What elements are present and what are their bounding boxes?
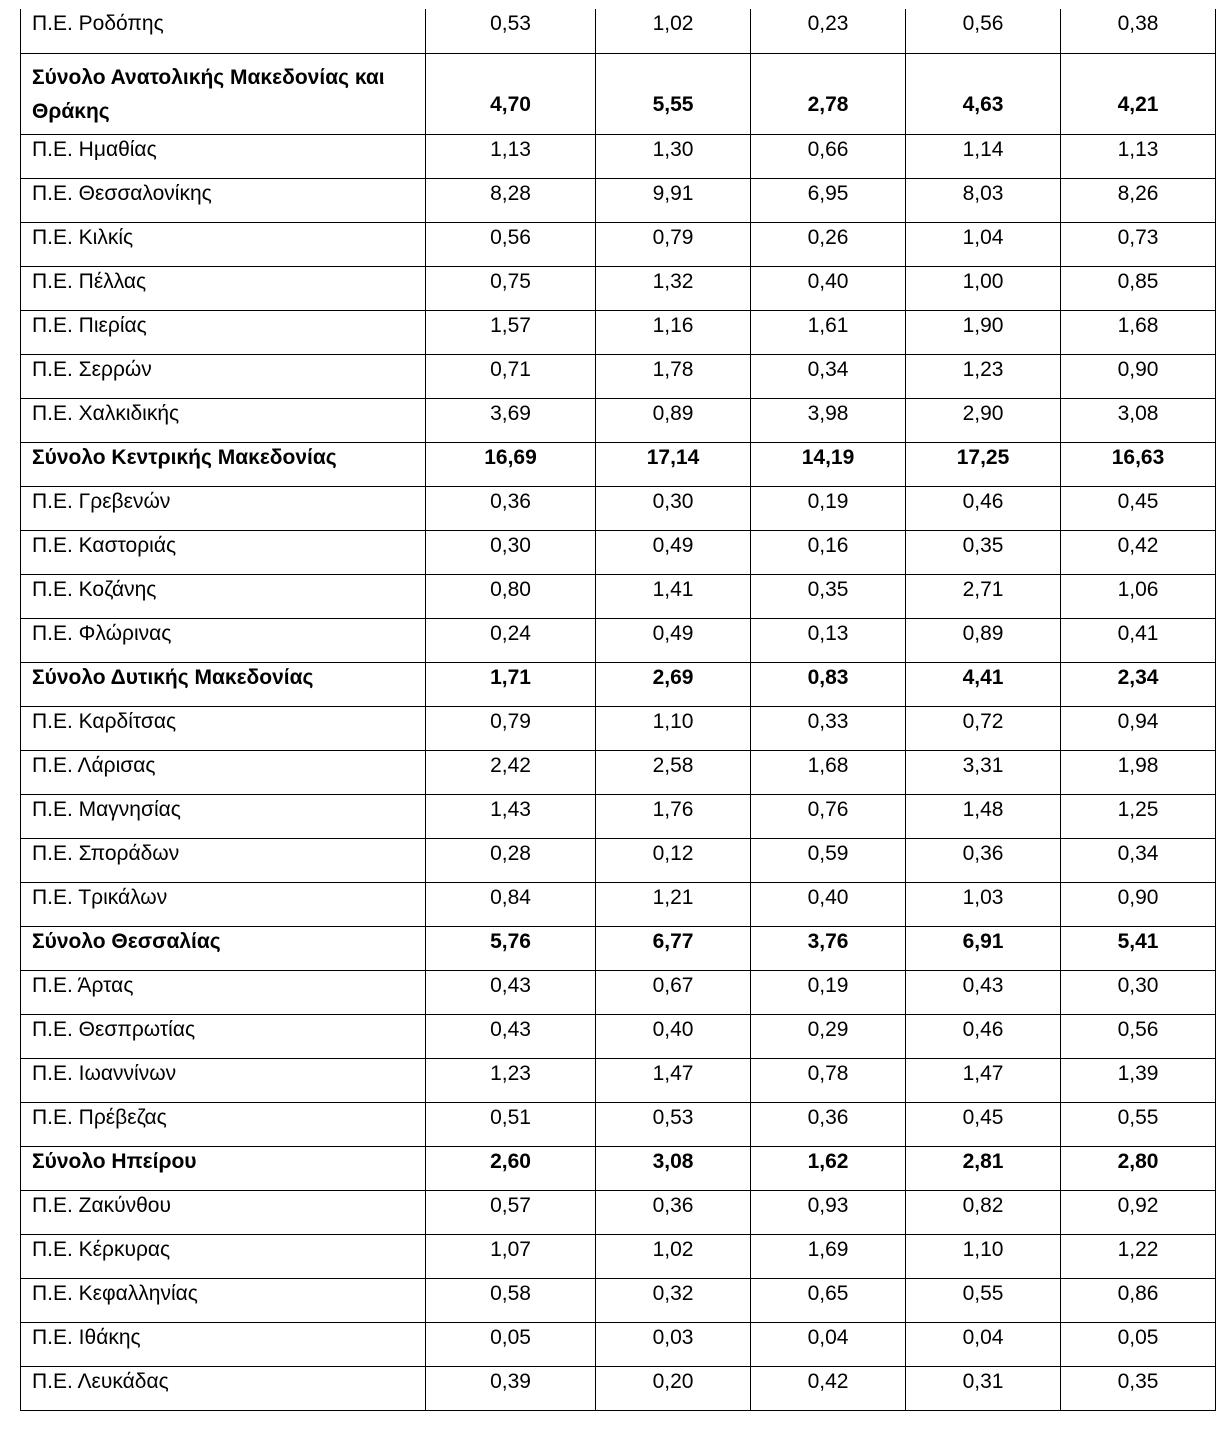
row-label: Π.Ε. Ιθάκης (21, 1322, 426, 1366)
value-cell-2: 1,02 (596, 9, 751, 53)
table-body (21, 9, 1216, 1410)
table-row (21, 530, 1216, 574)
value-cell-4: 0,45 (906, 1102, 1061, 1146)
value-cell-5: 1,98 (1061, 750, 1216, 794)
total-row (21, 926, 1216, 970)
value-cell-3: 0,35 (751, 574, 906, 618)
table-row (21, 706, 1216, 750)
value-cell-5: 0,42 (1061, 530, 1216, 574)
value-cell-1: 0,36 (426, 486, 596, 530)
value-cell-3: 3,98 (751, 398, 906, 442)
table-row (21, 486, 1216, 530)
row-label: Π.Ε. Κιλκίς (21, 222, 426, 266)
value-cell-2: 1,10 (596, 706, 751, 750)
row-label: Σύνολο Ηπείρου (21, 1146, 426, 1190)
value-cell-1: 0,28 (426, 838, 596, 882)
row-label: Π.Ε. Μαγνησίας (21, 794, 426, 838)
value-cell-4: 2,90 (906, 398, 1061, 442)
value-cell-4: 0,82 (906, 1190, 1061, 1234)
row-label: Π.Ε. Πρέβεζας (21, 1102, 426, 1146)
value-cell-2: 1,78 (596, 354, 751, 398)
row-label: Σύνολο Ανατολικής Μακεδονίας και Θράκης (21, 53, 426, 134)
value-cell-2: 0,03 (596, 1322, 751, 1366)
value-cell-1: 0,30 (426, 530, 596, 574)
value-cell-4: 3,31 (906, 750, 1061, 794)
row-label: Π.Ε. Σποράδων (21, 838, 426, 882)
row-label: Σύνολο Θεσσαλίας (21, 926, 426, 970)
value-cell-1: 1,57 (426, 310, 596, 354)
row-label: Π.Ε. Κεφαλληνίας (21, 1278, 426, 1322)
value-cell-5: 16,63 (1061, 442, 1216, 486)
value-cell-1: 0,39 (426, 1366, 596, 1410)
value-cell-2: 0,89 (596, 398, 751, 442)
row-label: Π.Ε. Καρδίτσας (21, 706, 426, 750)
value-cell-1: 1,23 (426, 1058, 596, 1102)
row-label: Π.Ε. Κέρκυρας (21, 1234, 426, 1278)
table-row (21, 574, 1216, 618)
value-cell-5: 0,90 (1061, 882, 1216, 926)
table-row (21, 266, 1216, 310)
table-row (21, 618, 1216, 662)
value-cell-4: 1,03 (906, 882, 1061, 926)
value-cell-4: 4,63 (906, 53, 1061, 134)
row-label: Π.Ε. Λευκάδας (21, 1366, 426, 1410)
value-cell-3: 0,59 (751, 838, 906, 882)
value-cell-4: 0,89 (906, 618, 1061, 662)
value-cell-2: 2,69 (596, 662, 751, 706)
value-cell-4: 8,03 (906, 178, 1061, 222)
value-cell-3: 0,26 (751, 222, 906, 266)
value-cell-2: 3,08 (596, 1146, 751, 1190)
value-cell-1: 0,43 (426, 970, 596, 1014)
row-label: Π.Ε. Φλώρινας (21, 618, 426, 662)
table-row (21, 970, 1216, 1014)
value-cell-1: 0,05 (426, 1322, 596, 1366)
value-cell-2: 1,16 (596, 310, 751, 354)
value-cell-1: 1,43 (426, 794, 596, 838)
table-row (21, 178, 1216, 222)
value-cell-5: 1,06 (1061, 574, 1216, 618)
value-cell-5: 0,35 (1061, 1366, 1216, 1410)
table-row (21, 354, 1216, 398)
total-row (21, 442, 1216, 486)
value-cell-5: 4,21 (1061, 53, 1216, 134)
value-cell-1: 5,76 (426, 926, 596, 970)
value-cell-3: 6,95 (751, 178, 906, 222)
value-cell-4: 0,36 (906, 838, 1061, 882)
value-cell-2: 1,76 (596, 794, 751, 838)
value-cell-4: 0,56 (906, 9, 1061, 53)
value-cell-4: 0,04 (906, 1322, 1061, 1366)
table-row (21, 1058, 1216, 1102)
total-row (21, 53, 1216, 134)
value-cell-1: 2,60 (426, 1146, 596, 1190)
value-cell-1: 0,24 (426, 618, 596, 662)
row-label: Σύνολο Κεντρικής Μακεδονίας (21, 442, 426, 486)
value-cell-4: 6,91 (906, 926, 1061, 970)
value-cell-3: 0,29 (751, 1014, 906, 1058)
table-row (21, 1190, 1216, 1234)
value-cell-5: 0,73 (1061, 222, 1216, 266)
value-cell-3: 0,76 (751, 794, 906, 838)
value-cell-3: 14,19 (751, 442, 906, 486)
value-cell-5: 0,41 (1061, 618, 1216, 662)
value-cell-2: 1,47 (596, 1058, 751, 1102)
table-row (21, 310, 1216, 354)
row-label: Π.Ε. Ιωαννίνων (21, 1058, 426, 1102)
table-row (21, 838, 1216, 882)
value-cell-1: 0,80 (426, 574, 596, 618)
value-cell-5: 3,08 (1061, 398, 1216, 442)
table-row (21, 1102, 1216, 1146)
value-cell-3: 3,76 (751, 926, 906, 970)
value-cell-2: 0,30 (596, 486, 751, 530)
value-cell-2: 0,79 (596, 222, 751, 266)
value-cell-5: 1,25 (1061, 794, 1216, 838)
value-cell-2: 0,36 (596, 1190, 751, 1234)
value-cell-2: 0,49 (596, 618, 751, 662)
value-cell-2: 0,20 (596, 1366, 751, 1410)
value-cell-5: 1,22 (1061, 1234, 1216, 1278)
regional-data-table (20, 9, 1216, 1411)
value-cell-1: 0,71 (426, 354, 596, 398)
value-cell-2: 9,91 (596, 178, 751, 222)
value-cell-1: 8,28 (426, 178, 596, 222)
row-label: Π.Ε. Θεσπρωτίας (21, 1014, 426, 1058)
value-cell-5: 5,41 (1061, 926, 1216, 970)
value-cell-1: 0,58 (426, 1278, 596, 1322)
value-cell-4: 1,04 (906, 222, 1061, 266)
value-cell-1: 16,69 (426, 442, 596, 486)
table-row (21, 134, 1216, 178)
value-cell-1: 0,51 (426, 1102, 596, 1146)
value-cell-2: 2,58 (596, 750, 751, 794)
value-cell-2: 17,14 (596, 442, 751, 486)
value-cell-4: 0,43 (906, 970, 1061, 1014)
value-cell-5: 1,39 (1061, 1058, 1216, 1102)
row-label: Π.Ε. Τρικάλων (21, 882, 426, 926)
row-label: Π.Ε. Λάρισας (21, 750, 426, 794)
value-cell-3: 0,19 (751, 970, 906, 1014)
value-cell-5: 8,26 (1061, 178, 1216, 222)
table-row (21, 882, 1216, 926)
value-cell-3: 0,65 (751, 1278, 906, 1322)
value-cell-5: 0,94 (1061, 706, 1216, 750)
table-row (21, 794, 1216, 838)
value-cell-3: 1,62 (751, 1146, 906, 1190)
value-cell-3: 0,04 (751, 1322, 906, 1366)
value-cell-5: 2,34 (1061, 662, 1216, 706)
value-cell-5: 0,92 (1061, 1190, 1216, 1234)
value-cell-4: 2,71 (906, 574, 1061, 618)
value-cell-4: 0,55 (906, 1278, 1061, 1322)
value-cell-1: 0,84 (426, 882, 596, 926)
value-cell-5: 0,34 (1061, 838, 1216, 882)
table-row (21, 1322, 1216, 1366)
table-row (21, 750, 1216, 794)
value-cell-3: 0,19 (751, 486, 906, 530)
value-cell-3: 0,23 (751, 9, 906, 53)
table-row (21, 222, 1216, 266)
value-cell-4: 1,47 (906, 1058, 1061, 1102)
value-cell-4: 1,00 (906, 266, 1061, 310)
value-cell-5: 1,68 (1061, 310, 1216, 354)
value-cell-3: 0,36 (751, 1102, 906, 1146)
value-cell-3: 0,16 (751, 530, 906, 574)
value-cell-5: 0,55 (1061, 1102, 1216, 1146)
value-cell-5: 2,80 (1061, 1146, 1216, 1190)
value-cell-1: 0,57 (426, 1190, 596, 1234)
value-cell-3: 0,33 (751, 706, 906, 750)
row-label: Π.Ε. Ροδόπης (21, 9, 426, 53)
value-cell-5: 0,38 (1061, 9, 1216, 53)
row-label: Π.Ε. Καστοριάς (21, 530, 426, 574)
value-cell-4: 1,48 (906, 794, 1061, 838)
row-label: Π.Ε. Κοζάνης (21, 574, 426, 618)
value-cell-4: 0,46 (906, 1014, 1061, 1058)
row-label: Π.Ε. Άρτας (21, 970, 426, 1014)
row-label: Π.Ε. Ζακύνθου (21, 1190, 426, 1234)
row-label: Π.Ε. Γρεβενών (21, 486, 426, 530)
total-row (21, 1146, 1216, 1190)
value-cell-5: 0,90 (1061, 354, 1216, 398)
value-cell-3: 0,83 (751, 662, 906, 706)
total-row (21, 662, 1216, 706)
row-label: Σύνολο Δυτικής Μακεδονίας (21, 662, 426, 706)
value-cell-2: 0,67 (596, 970, 751, 1014)
value-cell-1: 0,79 (426, 706, 596, 750)
value-cell-3: 0,34 (751, 354, 906, 398)
value-cell-5: 0,05 (1061, 1322, 1216, 1366)
value-cell-1: 3,69 (426, 398, 596, 442)
value-cell-2: 0,53 (596, 1102, 751, 1146)
value-cell-1: 1,71 (426, 662, 596, 706)
value-cell-1: 0,53 (426, 9, 596, 53)
value-cell-5: 0,56 (1061, 1014, 1216, 1058)
value-cell-3: 0,40 (751, 882, 906, 926)
value-cell-1: 4,70 (426, 53, 596, 134)
value-cell-1: 0,43 (426, 1014, 596, 1058)
value-cell-4: 17,25 (906, 442, 1061, 486)
row-label: Π.Ε. Σερρών (21, 354, 426, 398)
value-cell-2: 0,49 (596, 530, 751, 574)
value-cell-2: 0,40 (596, 1014, 751, 1058)
row-label: Π.Ε. Χαλκιδικής (21, 398, 426, 442)
value-cell-3: 0,93 (751, 1190, 906, 1234)
value-cell-3: 0,40 (751, 266, 906, 310)
value-cell-2: 5,55 (596, 53, 751, 134)
value-cell-4: 1,23 (906, 354, 1061, 398)
value-cell-4: 1,14 (906, 134, 1061, 178)
value-cell-4: 0,46 (906, 486, 1061, 530)
value-cell-5: 1,13 (1061, 134, 1216, 178)
value-cell-5: 0,45 (1061, 486, 1216, 530)
table-row (21, 1014, 1216, 1058)
value-cell-2: 1,30 (596, 134, 751, 178)
value-cell-5: 0,86 (1061, 1278, 1216, 1322)
row-label: Π.Ε. Πέλλας (21, 266, 426, 310)
value-cell-4: 1,90 (906, 310, 1061, 354)
value-cell-3: 1,69 (751, 1234, 906, 1278)
row-label: Π.Ε. Ημαθίας (21, 134, 426, 178)
value-cell-5: 0,30 (1061, 970, 1216, 1014)
value-cell-1: 2,42 (426, 750, 596, 794)
value-cell-1: 1,07 (426, 1234, 596, 1278)
value-cell-2: 1,32 (596, 266, 751, 310)
value-cell-3: 1,68 (751, 750, 906, 794)
row-label: Π.Ε. Θεσσαλονίκης (21, 178, 426, 222)
value-cell-3: 0,42 (751, 1366, 906, 1410)
value-cell-1: 0,75 (426, 266, 596, 310)
value-cell-2: 6,77 (596, 926, 751, 970)
value-cell-3: 1,61 (751, 310, 906, 354)
value-cell-4: 0,35 (906, 530, 1061, 574)
table-row (21, 1234, 1216, 1278)
value-cell-2: 0,12 (596, 838, 751, 882)
value-cell-4: 4,41 (906, 662, 1061, 706)
table-row (21, 1278, 1216, 1322)
value-cell-2: 1,21 (596, 882, 751, 926)
value-cell-1: 0,56 (426, 222, 596, 266)
value-cell-3: 0,66 (751, 134, 906, 178)
value-cell-5: 0,85 (1061, 266, 1216, 310)
value-cell-4: 2,81 (906, 1146, 1061, 1190)
value-cell-4: 0,72 (906, 706, 1061, 750)
value-cell-2: 0,32 (596, 1278, 751, 1322)
value-cell-3: 0,13 (751, 618, 906, 662)
value-cell-4: 0,31 (906, 1366, 1061, 1410)
value-cell-3: 2,78 (751, 53, 906, 134)
table-row (21, 1366, 1216, 1410)
row-label: Π.Ε. Πιερίας (21, 310, 426, 354)
value-cell-4: 1,10 (906, 1234, 1061, 1278)
value-cell-3: 0,78 (751, 1058, 906, 1102)
table-row (21, 398, 1216, 442)
value-cell-1: 1,13 (426, 134, 596, 178)
value-cell-2: 1,41 (596, 574, 751, 618)
value-cell-2: 1,02 (596, 1234, 751, 1278)
table-row (21, 9, 1216, 53)
